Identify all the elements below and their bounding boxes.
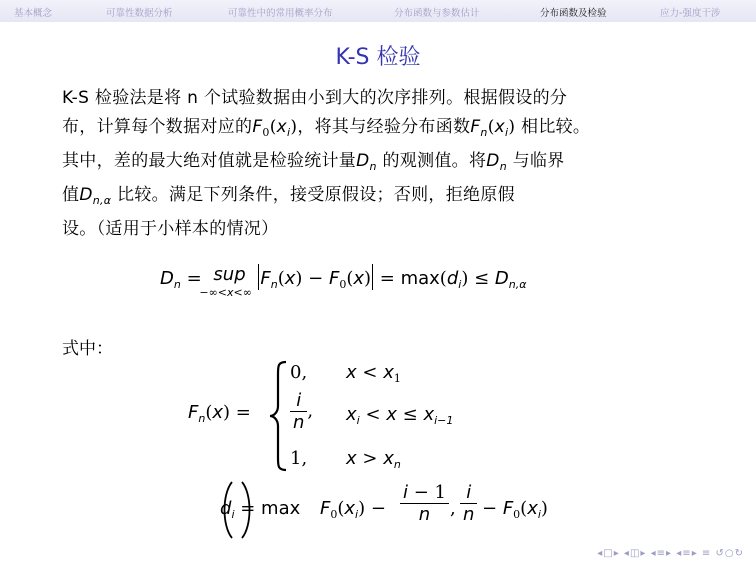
nav-common-distributions[interactable]: 可靠性中的常用概率分布 xyxy=(228,8,333,19)
nav-section-icon[interactable]: ≡ xyxy=(656,548,667,559)
nav-basic-concepts[interactable]: 基本概念 xyxy=(14,8,53,19)
empirical-cdf-equation: $F_n(x)$ = 0, $x < x_1$ $\frac{i}{n}$ , $x_i < x \le x_{i-1}$ 1, $x > x_n$ xyxy=(188,362,454,471)
nav-section-next-icon[interactable]: ▸ xyxy=(666,548,673,559)
nav-reliability-data-analysis[interactable]: 可靠性数据分析 xyxy=(106,8,173,19)
slide-title: K-S 检验 xyxy=(335,45,421,70)
deviation-equation: $d_i = \max$ $F_0(x_i)$ − $\frac{i - 1}{n}$ , $\frac{i}{n}$ − $F_0(x_i)$ xyxy=(220,480,620,540)
para-line-3: 其中，差的最大绝对值就是检验统计量$D_n$ 的观测值。将$D_n$ 与临界 xyxy=(62,151,565,173)
nav-appendix-icon[interactable]: ≡ xyxy=(701,548,712,559)
para-line-4: 值$D_{n,\alpha}$ 比较。满足下列条件，接受原假设；否则，拒绝原假 xyxy=(62,185,515,207)
nav-section-prev-icon[interactable]: ◂ xyxy=(650,548,657,559)
section-navbar xyxy=(0,0,756,22)
nav-frame-icon[interactable]: □ xyxy=(603,548,614,559)
nav-subsection-prev-icon[interactable]: ◂ xyxy=(623,548,630,559)
left-brace xyxy=(268,360,290,472)
para-line-2: 布，计算每个数据对应的$F_0(x_i)$，将其与经验分布函数$F_n(x_i)$ 相比较。 xyxy=(62,117,591,139)
ks-statistic-equation: $D_n$ = sup −∞<x<∞ $F_n(x) - F_0(x) = \max(d_i) \le D_{n,\alpha}$ xyxy=(160,264,527,299)
where-label: 式中： xyxy=(62,339,113,359)
nav-stress-strength[interactable]: 应力-强度干涉 xyxy=(660,8,721,19)
nav-subsection-next-icon[interactable]: ▸ xyxy=(640,548,647,559)
nav-distribution-test[interactable]: 分布函数及检验 xyxy=(540,8,607,19)
nav-distribution-estimation[interactable]: 分布函数与参数估计 xyxy=(394,8,480,19)
nav-search-icon[interactable]: ↺ xyxy=(715,548,725,559)
nav-fullscreen-icon[interactable]: ↻ xyxy=(734,548,744,559)
nav-toc-icon[interactable]: ≡ xyxy=(682,548,692,559)
nav-frame-next-icon[interactable]: ▸ xyxy=(613,548,620,559)
nav-toc-prev-icon[interactable]: ◂ xyxy=(676,548,683,559)
body-paragraph xyxy=(62,84,702,244)
beamer-navigation-symbols[interactable] xyxy=(597,548,744,559)
para-line-5: 设。（适用于小样本的情况） xyxy=(62,219,279,239)
nav-subsection-icon[interactable]: ◫ xyxy=(629,548,641,559)
nav-frame-prev-icon[interactable]: ◂ xyxy=(597,548,604,559)
para-line-1: K-S 检验法是将 n 个试验数据由小到大的次序排列。根据假设的分 xyxy=(62,88,568,108)
nav-zoom-icon[interactable]: ○ xyxy=(724,548,735,559)
nav-toc-next-icon[interactable]: ▸ xyxy=(691,548,698,559)
